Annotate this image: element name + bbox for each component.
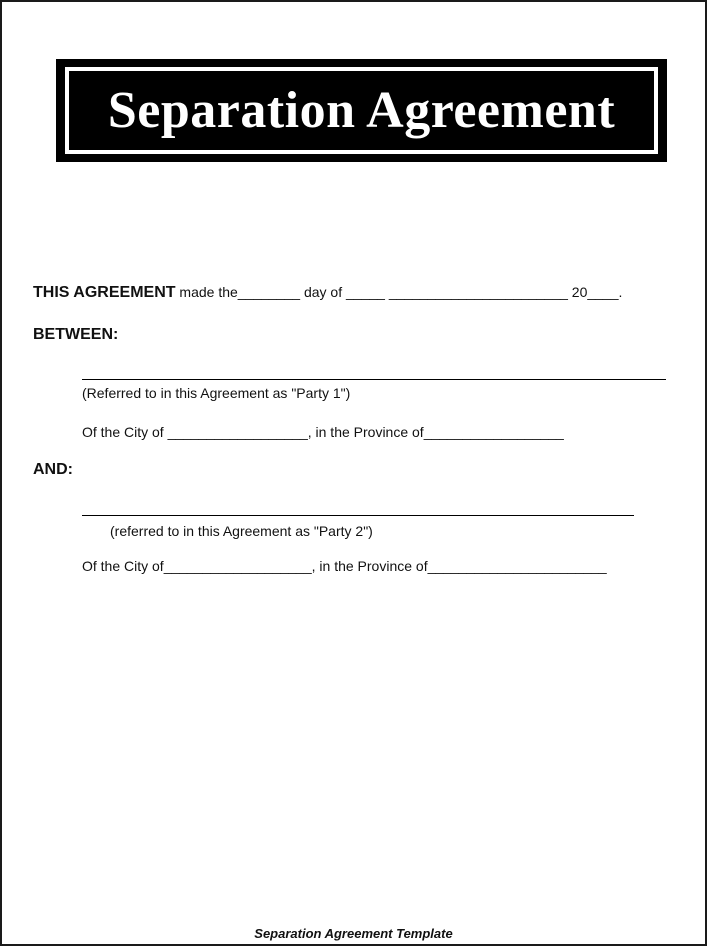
agreement-lead: THIS AGREEMENT xyxy=(33,284,176,301)
and-heading: AND: xyxy=(33,461,73,478)
party1-referred: (Referred to in this Agreement as "Party 1") xyxy=(82,385,351,401)
party1-city-line: Of the City of __________________, in the Province of__________________ xyxy=(82,424,564,440)
agreement-date-blanks: made the________ day of _____ _______________________ 20____. xyxy=(175,284,623,300)
title-frame xyxy=(65,67,658,154)
party1-name-line xyxy=(82,379,666,380)
party2-referred: (referred to in this Agreement as "Party 2") xyxy=(110,523,373,539)
document-title: Separation Agreement xyxy=(107,81,616,139)
title-banner xyxy=(56,59,667,162)
party2-name-line xyxy=(82,515,634,516)
agreement-line xyxy=(33,285,622,301)
between-heading: BETWEEN: xyxy=(33,326,119,343)
footer-caption: Separation Agreement Template xyxy=(254,926,453,941)
party2-city-line: Of the City of___________________, in the Province of_______________________ xyxy=(82,558,607,574)
